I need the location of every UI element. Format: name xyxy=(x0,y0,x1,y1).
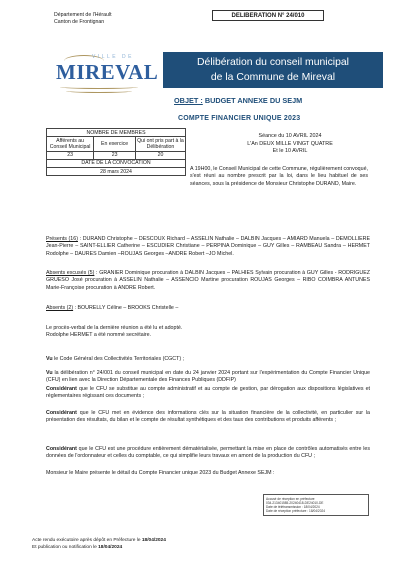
closing-paragraph: Monsieur le Maire présente le détail du Compte Financier unique 2023 du Budget Annexe SEJM : xyxy=(46,470,275,476)
considerant-1: Considérant que le CFU se substitue au compte administratif et au compte de gestion, par dérogation aux dispositions législatives et réglementaires régissant ces documents ; xyxy=(46,386,370,400)
value-afferents: 23 xyxy=(47,151,94,159)
stamp-line: Date de télétransmission : 18/04/2024 xyxy=(266,504,320,509)
subject-heading: COMPTE FINANCIER UNIQUE 2023 xyxy=(178,115,301,122)
stamp-line: 034-213401585-20240418-DE24010-DE xyxy=(266,500,324,505)
logo-wave xyxy=(66,89,132,93)
seance-date: Séance du 10 AVRIL 2024 xyxy=(258,133,322,139)
title-line-1: Délibération du conseil municipal xyxy=(197,57,349,68)
prefecture-stamp xyxy=(263,494,369,516)
considerant-2: Considérant que le CFU met en évidence des informations clés sur la situation financière de la collectivité, en particulier sur la présentation des résultats, du bilan et le compte de résultat synthétiques et des taux des contributions et produits afférents ; xyxy=(46,410,370,424)
vu-deliberation: Vu la délibération n° 24/001 du conseil municipal en date du 24 janvier 2024 portant sur l'expérimentation du Compte Financier Unique (CFU) en lien avec la Direction Départementale des Finances Publiques (DDFIP) xyxy=(46,370,370,384)
seance-info xyxy=(230,133,350,156)
excuses-paragraph xyxy=(46,270,370,292)
absents-label: Absents (2) xyxy=(46,305,74,311)
vu-label: Vu xyxy=(46,356,53,362)
footer-executoire: Acte rendu exécutoire après dépôt en Préfecture le 18/04/2024 xyxy=(32,538,166,543)
seance-day: Et le 10 AVRIL xyxy=(272,148,308,154)
col-en-exercice: En exercice xyxy=(94,137,136,151)
considerant-label: Considérant xyxy=(46,386,77,392)
value-participants: 20 xyxy=(135,151,185,159)
logo-subtitle: VILLE DE xyxy=(92,54,134,60)
excuses-text: : GRANIER Dominique procuration à DALBIN Jacques – PALHIES Sylvain procuration à GUY Gilles - RODRIGUEZ GRUESO José procuration à ASSELIN Nathalie – ASSENCIO Martine procuration ROUJAS Georges – RIBO COIMBRA ANTUNES Marie-Françoise procuration à ANDRE Robert. xyxy=(46,270,370,291)
logo-wordmark: MIREVAL xyxy=(56,60,159,84)
objet-line xyxy=(174,96,302,105)
intro-paragraph: A 19H00, le Conseil Municipal de cette Commune, régulièrement convoqué, s'est réuni au nombre prescrit par la loi, dans le lieu habituel de ses séances, sous la présidence de Monsieur Christophe DURAND, Maire. xyxy=(190,166,368,187)
considerant-3: Considérant que le CFU est une procédure entièrement dématérialisée, permettant la mise en place de contrôles automatisés entre les données de l'ordonnateur et celles du comptable, ce qui simplifie leurs travaux en amont de la production du CFU ; xyxy=(46,446,370,460)
considerant-label: Considérant xyxy=(46,410,77,416)
members-table xyxy=(46,128,186,176)
presents-paragraph xyxy=(46,236,370,258)
pv-adopted: Le procès-verbal de la dernière réunion a été lu et adopté. xyxy=(46,325,183,331)
pv-secretary: Rodolphe HERMET a été nommé secrétaire. xyxy=(46,332,152,339)
mireval-logo xyxy=(56,52,159,112)
footer-notes xyxy=(32,538,166,552)
document-title xyxy=(163,52,383,88)
stamp-line: Accusé de réception en préfecture xyxy=(266,496,315,501)
pv-paragraph xyxy=(46,325,370,340)
presents-text: : DURAND Christophe – DESCOUX Richard – ASSELIN Nathalie – DALBIN Jacques – AMIARD Manuela – DEMOLLIERE Jean-Pierre – SAINT-ELLIER Catherine – ESCUDIER Christiane – PERPINA Dominique – GUY Gilles – RAMBEAU Sandra – HERMET Rodolphe – DAURES Damien –ROUJAS Georges –ANDRE Robert –JO Michel. xyxy=(46,236,370,257)
department-header xyxy=(54,12,112,26)
vu-label: Vu xyxy=(46,370,53,376)
considerant-label: Considérant xyxy=(46,446,77,452)
absents-text: : BOURELLY Céline – BROOKS Christelle – xyxy=(73,305,179,311)
objet-label: OBJET : xyxy=(174,96,203,105)
excuses-label: Absents excusés (5) xyxy=(46,270,95,276)
vu-cgct: Vu le Code Général des Collectivités Territoriales (CGCT) ; xyxy=(46,356,185,362)
title-line-2: de la Commune de Mireval xyxy=(210,72,336,83)
absents-paragraph xyxy=(46,305,370,312)
seance-year: L'An DEUX MILLE VINGT QUATRE xyxy=(247,140,333,147)
convocation-label: DATE DE LA CONVOCATION xyxy=(47,159,186,167)
col-afferents: Afférents au Conseil Municipal xyxy=(47,137,94,151)
footer-publication: Et publication ou notification le 18/04/2024 xyxy=(32,544,123,550)
members-header: NOMBRE DE MEMBRES xyxy=(47,129,186,137)
convocation-date: 28 mars 2024 xyxy=(47,168,186,176)
value-en-exercice: 23 xyxy=(94,151,136,159)
department-name: Département de l'Hérault xyxy=(54,12,112,18)
stamp-line: Date de réception préfecture : 18/04/2024 xyxy=(266,508,326,513)
deliberation-number: DELIBERATION N° 24/010 xyxy=(212,10,324,21)
objet-text: BUDGET ANNEXE DU SEJM xyxy=(202,96,303,105)
canton-name: Canton de Frontignan xyxy=(54,19,105,25)
presents-label: Présents (16) xyxy=(46,236,78,242)
col-participants: Qui ont pris part à la Délibération xyxy=(137,137,184,150)
